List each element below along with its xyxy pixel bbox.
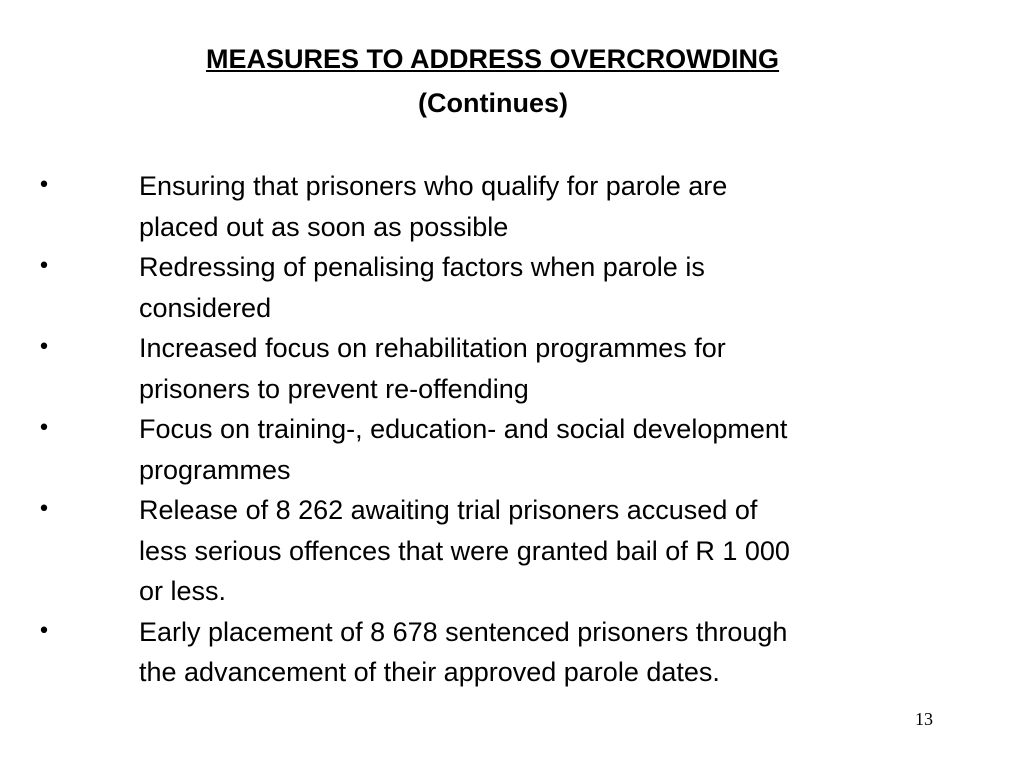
bullet-icon: • bbox=[37, 618, 51, 644]
slide-subtitle: (Continues) bbox=[418, 88, 568, 118]
bullet-text-line: the advancement of their approved parole dates. bbox=[139, 657, 720, 687]
bullet-text-line: Focus on training-, education- and social development bbox=[139, 414, 788, 444]
bullet-icon: • bbox=[37, 173, 51, 198]
bullet-item bbox=[0, 328, 969, 409]
bullet-icon: • bbox=[37, 416, 51, 441]
bullet-text-line: or less. bbox=[139, 576, 227, 606]
page-number: 13 bbox=[915, 709, 933, 729]
bullet-text-line: Release of 8 262 awaiting trial prisoners accused of bbox=[139, 495, 758, 525]
bullet-text-line: Redressing of penalising factors when parole is bbox=[139, 252, 705, 282]
bullet-text-line: Early placement of 8 678 sentenced prisoners through bbox=[139, 616, 788, 647]
bullet-item bbox=[0, 490, 969, 612]
slide-title: MEASURES TO ADDRESS OVERCROWDING bbox=[206, 44, 780, 74]
bullet-text-line: Increased focus on rehabilitation programmes for bbox=[139, 333, 726, 363]
bullet-text-line: considered bbox=[139, 292, 272, 323]
bullet-icon: • bbox=[37, 497, 51, 522]
bullet-item bbox=[0, 166, 969, 247]
bullet-text-line: programmes bbox=[139, 454, 291, 485]
bullet-item bbox=[0, 612, 969, 693]
bullet-icon: • bbox=[37, 254, 51, 279]
bullet-text-line: placed out as soon as possible bbox=[139, 211, 509, 242]
bullet-text-line: Ensuring that prisoners who qualify for parole are bbox=[139, 171, 728, 201]
bullet-item bbox=[0, 409, 969, 490]
bullet-list bbox=[0, 166, 969, 693]
bullet-item bbox=[0, 247, 969, 328]
bullet-text-line: prisoners to prevent re-offending bbox=[139, 373, 529, 404]
bullet-icon: • bbox=[37, 335, 51, 360]
bullet-text-line: less serious offences that were granted bail of R 1 000 bbox=[139, 535, 790, 566]
